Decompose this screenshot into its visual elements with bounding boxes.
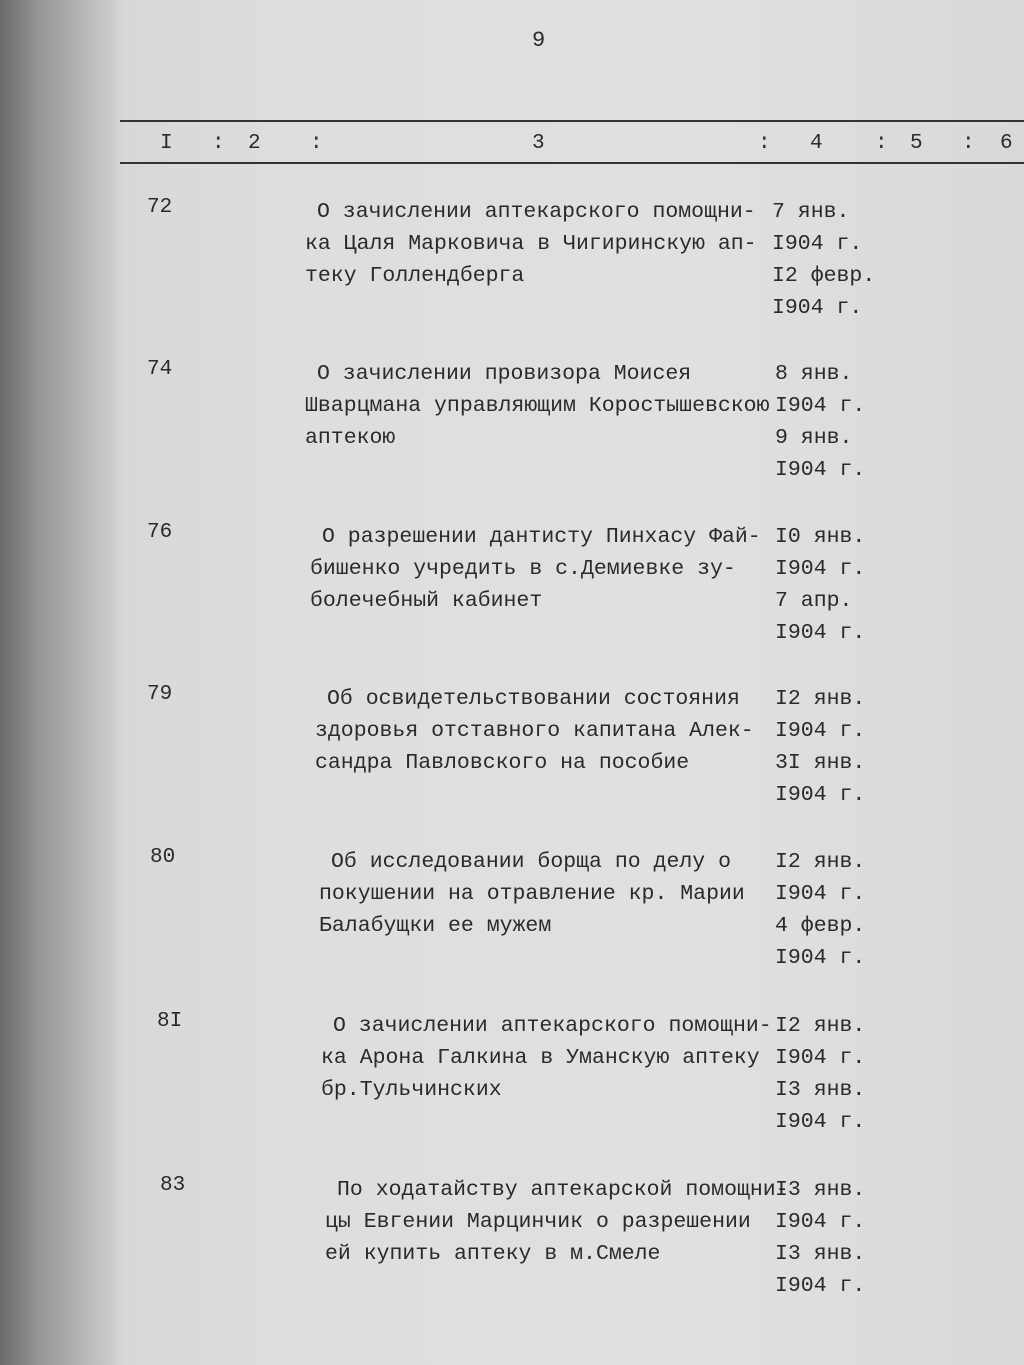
- description-line: здоровья отставного капитана Алек-: [315, 719, 754, 743]
- date-line: I904 г.: [775, 882, 866, 906]
- header-sep: :: [875, 132, 888, 155]
- header-sep: :: [310, 132, 323, 155]
- entry-number: 80: [150, 846, 176, 869]
- date-line: I904 г.: [775, 1046, 866, 1070]
- description-line: бишенко учредить в с.Демиевке зу-: [310, 557, 736, 581]
- entry-dates: [775, 521, 865, 649]
- header-col-5: 5: [910, 132, 923, 155]
- date-line: I2 янв.: [775, 687, 866, 711]
- date-line: I2 февр.: [772, 264, 876, 288]
- header-col-2: 2: [248, 132, 261, 155]
- description-line: Об исследовании борща по делу о: [331, 850, 731, 874]
- date-line: I904 г.: [775, 719, 866, 743]
- description-line: Шварцмана управляющим Коростышевскою: [305, 394, 770, 418]
- description-line: О зачислении аптекарского помощни-: [317, 200, 756, 224]
- date-line: 4 февр.: [775, 914, 866, 938]
- entry-number: 83: [160, 1174, 186, 1197]
- header-col-4: 4: [810, 132, 823, 155]
- description-line: теку Голлендберга: [305, 264, 525, 288]
- entry-number: 8I: [157, 1010, 183, 1033]
- date-line: 9 янв.: [775, 426, 853, 450]
- description-line: покушении на отравление кр. Марии: [319, 882, 745, 906]
- description-line: О разрешении дантисту Пинхасу Фай-: [322, 525, 761, 549]
- date-line: 3I янв.: [775, 751, 866, 775]
- entry-number: 79: [147, 683, 173, 706]
- date-line: I904 г.: [772, 232, 863, 256]
- entry-dates: [775, 683, 865, 811]
- description-line: ка Арона Галкина в Уманскую аптеку: [321, 1046, 760, 1070]
- entry-row: [0, 521, 1024, 681]
- date-line: I3 янв.: [775, 1242, 866, 1266]
- entry-dates: [775, 358, 865, 486]
- entry-number: 74: [147, 358, 173, 381]
- entry-description: [310, 521, 761, 617]
- entry-description: [319, 846, 745, 942]
- entry-row: [0, 1174, 1024, 1334]
- description-line: бр.Тульчинских: [321, 1078, 502, 1102]
- entry-description: [325, 1174, 789, 1270]
- date-line: I3 янв.: [775, 1078, 866, 1102]
- date-line: I904 г.: [775, 1110, 866, 1134]
- description-line: Об освидетельствовании состояния: [327, 687, 740, 711]
- description-line: ка Цаля Марковича в Чигиринскую ап-: [305, 232, 757, 256]
- entry-number: 76: [147, 521, 173, 544]
- description-line: сандра Павловского на пособие: [315, 751, 690, 775]
- header-top-rule: [120, 120, 1024, 122]
- date-line: I2 янв.: [775, 850, 866, 874]
- entry-dates: [775, 1174, 865, 1302]
- date-line: I904 г.: [775, 394, 866, 418]
- date-line: I904 г.: [775, 621, 866, 645]
- entry-row: [0, 683, 1024, 843]
- entry-row: [0, 196, 1024, 356]
- entry-description: [321, 1010, 772, 1106]
- date-line: I904 г.: [775, 1274, 866, 1298]
- date-line: 7 янв.: [772, 200, 850, 224]
- entry-description: [315, 683, 754, 779]
- date-line: I904 г.: [775, 946, 866, 970]
- entry-description: [305, 196, 757, 292]
- header-col-3: 3: [532, 132, 545, 155]
- entry-row: [0, 846, 1024, 1006]
- date-line: I904 г.: [775, 1210, 866, 1234]
- header-bottom-rule: [120, 162, 1024, 164]
- header-col-1: I: [160, 132, 173, 155]
- header-sep: :: [212, 132, 225, 155]
- description-line: По ходатайству аптекарской помощни-: [337, 1178, 789, 1202]
- date-line: I904 г.: [772, 296, 863, 320]
- entry-row: [0, 1010, 1024, 1170]
- description-line: аптекою: [305, 426, 396, 450]
- date-line: I0 янв.: [775, 525, 866, 549]
- entry-dates: [775, 1010, 865, 1138]
- entry-dates: [772, 196, 875, 324]
- description-line: О зачислении аптекарского помощни-: [333, 1014, 772, 1038]
- header-col-6: 6: [1000, 132, 1013, 155]
- description-line: ей купить аптеку в м.Смеле: [325, 1242, 661, 1266]
- entry-row: [0, 358, 1024, 518]
- description-line: Балабущки ее мужем: [319, 914, 552, 938]
- date-line: I904 г.: [775, 557, 866, 581]
- date-line: I2 янв.: [775, 1014, 866, 1038]
- date-line: 8 янв.: [775, 362, 853, 386]
- date-line: I904 г.: [775, 783, 866, 807]
- date-line: I904 г.: [775, 458, 866, 482]
- description-line: О зачислении провизора Моисея: [317, 362, 692, 386]
- date-line: I3 янв.: [775, 1178, 866, 1202]
- header-sep: :: [758, 132, 771, 155]
- entry-dates: [775, 846, 865, 974]
- date-line: 7 апр.: [775, 589, 853, 613]
- entry-description: [305, 358, 769, 454]
- description-line: болечебный кабинет: [310, 589, 543, 613]
- entry-number: 72: [147, 196, 173, 219]
- description-line: цы Евгении Марцинчик о разрешении: [325, 1210, 751, 1234]
- header-sep: :: [962, 132, 975, 155]
- page-number: 9: [532, 28, 546, 53]
